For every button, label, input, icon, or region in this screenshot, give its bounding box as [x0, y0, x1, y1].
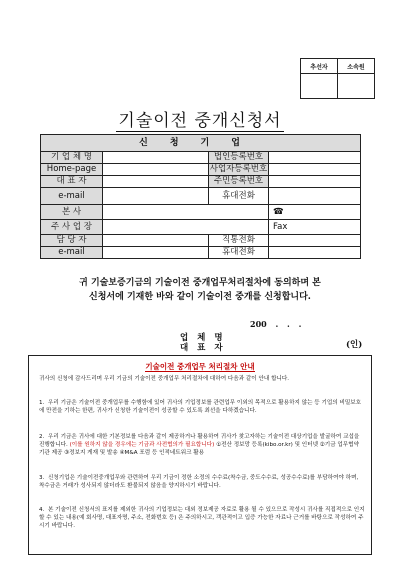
label-contact-mobile: 휴대전화 [209, 247, 269, 259]
notice-item-2-note: ①전산 정보망 등록(kibo.or.kr) 및 인터넷 ②기금 업무협약 기관 제공 ③정보지 게재 및 발송 ④M&A 포럼 등 인적네트워크 활용 [39, 441, 359, 456]
approval-col-2: 소속원 [338, 59, 375, 74]
declaration [30, 276, 370, 304]
notice-intro: 귀사의 신청에 감사드리며 우리 기금의 기술이전 중개업무 처리절차에 대하여 다음과 같이 안내 합니다. [39, 376, 290, 382]
approval-box [300, 58, 375, 99]
label-office-phone: 직통전화 [209, 235, 269, 247]
sign-company: 업 체 명 [180, 333, 226, 343]
application-form [40, 134, 361, 259]
date-field[interactable]: 200 . . . [250, 319, 302, 329]
label-homepage: Home-page [41, 164, 103, 176]
notice-item-1: 1. 우리 기금은 기술이전 중개업무를 수행함에 있어 귀사의 기업정보를 관련업무 이외의 목적으로 활용하지 않는 등 기업의 비밀보호에 만전을 기하는 한편, 귀사가 신청한 기술이전이 성공할 수 있도록 최선을 다하겠습니다. [39, 400, 362, 414]
office-phone-field[interactable] [269, 235, 361, 247]
contact-field[interactable] [103, 235, 209, 247]
page-title: 기술이전 중개신청서 [118, 111, 282, 131]
contact-mobile-field[interactable] [269, 247, 361, 259]
homepage-field[interactable] [103, 164, 209, 176]
fax-field[interactable] [269, 220, 361, 235]
rep-email-field[interactable] [103, 188, 209, 205]
plant-field[interactable] [103, 220, 269, 235]
company-name-field[interactable] [103, 152, 209, 164]
notice-title: 기술이전 중개업무 처리절차 안내 [145, 362, 255, 371]
declaration-line-2: 신청서에 기재한 바와 같이 기술이전 중개를 신청합니다. [89, 292, 311, 302]
notice-item-2-warning: (이를 원하지 않을 경우에는 기금과 사전협의가 필요합니다) [69, 441, 215, 448]
sign-representative: 대 표 자 [180, 343, 226, 353]
phone-field[interactable] [269, 205, 361, 220]
label-contact: 담 당 자 [41, 235, 103, 247]
label-resident-no: 주민등록번호 [209, 176, 269, 188]
label-biz-reg-no: 사업자등록번호 [209, 164, 268, 175]
biz-reg-no-field[interactable] [269, 164, 361, 176]
seal-mark: (인) [346, 340, 363, 350]
label-company-name: 기 업 체 명 [41, 152, 103, 164]
label-corp-reg-no: 법인등록번호 [209, 152, 269, 164]
label-representative: 대 표 자 [41, 176, 103, 188]
corp-reg-no-field[interactable] [269, 152, 361, 164]
resident-no-field[interactable] [269, 176, 361, 188]
approval-col-1: 추선자 [301, 59, 338, 74]
phone-icon: ☎ [273, 206, 284, 217]
declaration-line-1: 귀 기술보증기금의 기술이전 중개업무처리절차에 동의하며 본 [79, 278, 321, 288]
notice-item-3: 3. 신청기업은 기술이전중개업무와 관련하여 우리 기금이 정한 소정의 수수료(착수금, 중도수수료, 성공수수료)를 부담하여야 하며, 착수금은 거래가 성사되지 않더라도 환불되지 않음을 양지하시기 바랍니다. [39, 475, 359, 489]
label-plant: 주 사 업 장 [41, 220, 103, 235]
approval-sign-1[interactable] [301, 74, 338, 99]
representative-field[interactable] [103, 176, 209, 188]
mobile-field[interactable] [269, 188, 361, 205]
approval-sign-2[interactable] [338, 74, 375, 99]
label-mobile: 휴대전화 [209, 188, 269, 205]
label-rep-email: e-mail [41, 188, 103, 205]
form-header: 신청기업 [41, 135, 361, 152]
label-contact-email: e-mail [41, 247, 103, 259]
headquarters-field[interactable] [103, 205, 269, 220]
notice-item-2: 2. 우리 기금은 귀사에 대한 기본정보를 다음과 같이 제공하거나 활용하여 귀사가 찾고자하는 기술이전 대상기업을 발굴하여 교섭을 진행합니다. (이를 원하지 않을 경우에는 기금과 사전협의가 필요합니다) ①전산 정보망 등록(kibo.or.kr) 및 인터넷 ②기금 업무협약 기관 제공 ③정보지 게재 및 발송 ④M&A 포럼 등 인적네트워크 활용 [39, 434, 360, 456]
fax-label: Fax [273, 221, 288, 232]
label-headquarters: 본 사 [41, 205, 103, 220]
procedure-notice [28, 355, 372, 555]
contact-email-field[interactable] [103, 247, 209, 259]
notice-item-4: 4. 본 기술이전 신청서의 표지를 제외한 귀사의 기업정보는 대외 정보제공 자료로 활용 될 수 있으므로 작성시 귀사를 직접적으로 인지할 수 있는 내용(예 회사명, 대표자명, 주소, 전화번호 등) 은 주의하시고, 객관적이고 입증 가능한 자료나 근거를 바탕으로 작성하여 주시기 바랍니다. [39, 507, 365, 529]
